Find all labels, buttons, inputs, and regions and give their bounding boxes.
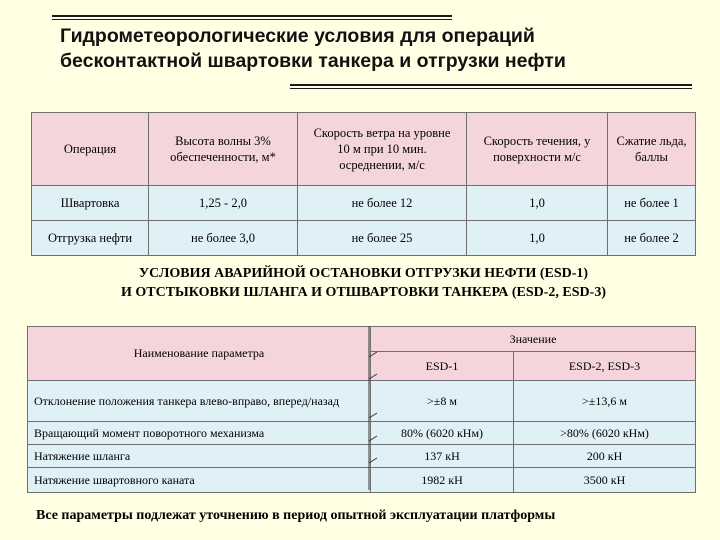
header-value: Значение xyxy=(371,327,696,352)
cell-current-speed: 1,0 xyxy=(467,221,608,256)
cell-esd-1: 80% (6020 кНм) xyxy=(371,422,514,445)
header-ice-compression: Сжатие льда, баллы xyxy=(608,113,696,186)
arrow-mark xyxy=(369,374,377,379)
title-line-2: бесконтактной швартовки танкера и отгрузки нефти xyxy=(60,50,566,72)
cell-ice-compression: не более 2 xyxy=(608,221,696,256)
cell-ice-compression: не более 1 xyxy=(608,186,696,221)
cell-current-speed: 1,0 xyxy=(467,186,608,221)
title-line-1: Гидрометеорологические условия для операций xyxy=(60,25,535,47)
cell-parameter: Отклонение положения танкера влево-вправо, вперед/назад xyxy=(28,381,371,422)
cell-esd-1: 1982 кН xyxy=(371,468,514,493)
cell-parameter: Натяжение швартовного каната xyxy=(28,468,371,493)
cell-wind-speed: не более 12 xyxy=(298,186,467,221)
header-current-speed: Скорость течения, у поверхности м/с xyxy=(467,113,608,186)
cell-esd-2-3: 3500 кН xyxy=(514,468,696,493)
cell-parameter: Натяжение шланга xyxy=(28,445,371,468)
header-wave-height: Высота волны 3% обеспеченности, м* xyxy=(149,113,298,186)
arrow-mark xyxy=(369,413,377,418)
cell-esd-2-3: >±13,6 м xyxy=(514,381,696,422)
cell-wind-speed: не более 25 xyxy=(298,221,467,256)
arrow-mark xyxy=(369,436,377,441)
header-esd-2-3: ESD-2, ESD-3 xyxy=(514,352,696,381)
cell-esd-1: 137 кН xyxy=(371,445,514,468)
footer-note: Все параметры подлежат уточнению в период опытной эксплуатации платформы xyxy=(36,508,556,523)
cell-esd-2-3: >80% (6020 кНм) xyxy=(514,422,696,445)
cell-esd-2-3: 200 кН xyxy=(514,445,696,468)
cell-operation: Отгрузка нефти xyxy=(32,221,149,256)
header-parameter-name: Наименование параметра xyxy=(28,327,371,381)
header-esd-1: ESD-1 xyxy=(371,352,514,381)
arrow-mark xyxy=(369,352,377,357)
cell-wave-height: не более 3,0 xyxy=(149,221,298,256)
subtitle-line-2: И ОТСТЫКОВКИ ШЛАНГА И ОТШВАРТОВКИ ТАНКЕРА (ESD-2, ESD-3) xyxy=(120,285,606,300)
header-wind-speed: Скорость ветра на уровне 10 м при 10 мин. осреднении, м/с xyxy=(298,113,467,186)
subtitle-line-1: УСЛОВИЯ АВАРИЙНОЙ ОСТАНОВКИ ОТГРУЗКИ НЕФТИ (ESD-1) xyxy=(138,266,589,281)
cell-wave-height: 1,25 - 2,0 xyxy=(149,186,298,221)
cell-esd-1: >±8 м xyxy=(371,381,514,422)
cell-operation: Швартовка xyxy=(32,186,149,221)
cell-parameter: Вращающий момент поворотного механизма xyxy=(28,422,371,445)
arrow-mark xyxy=(369,458,377,463)
header-operation: Операция xyxy=(32,113,149,186)
